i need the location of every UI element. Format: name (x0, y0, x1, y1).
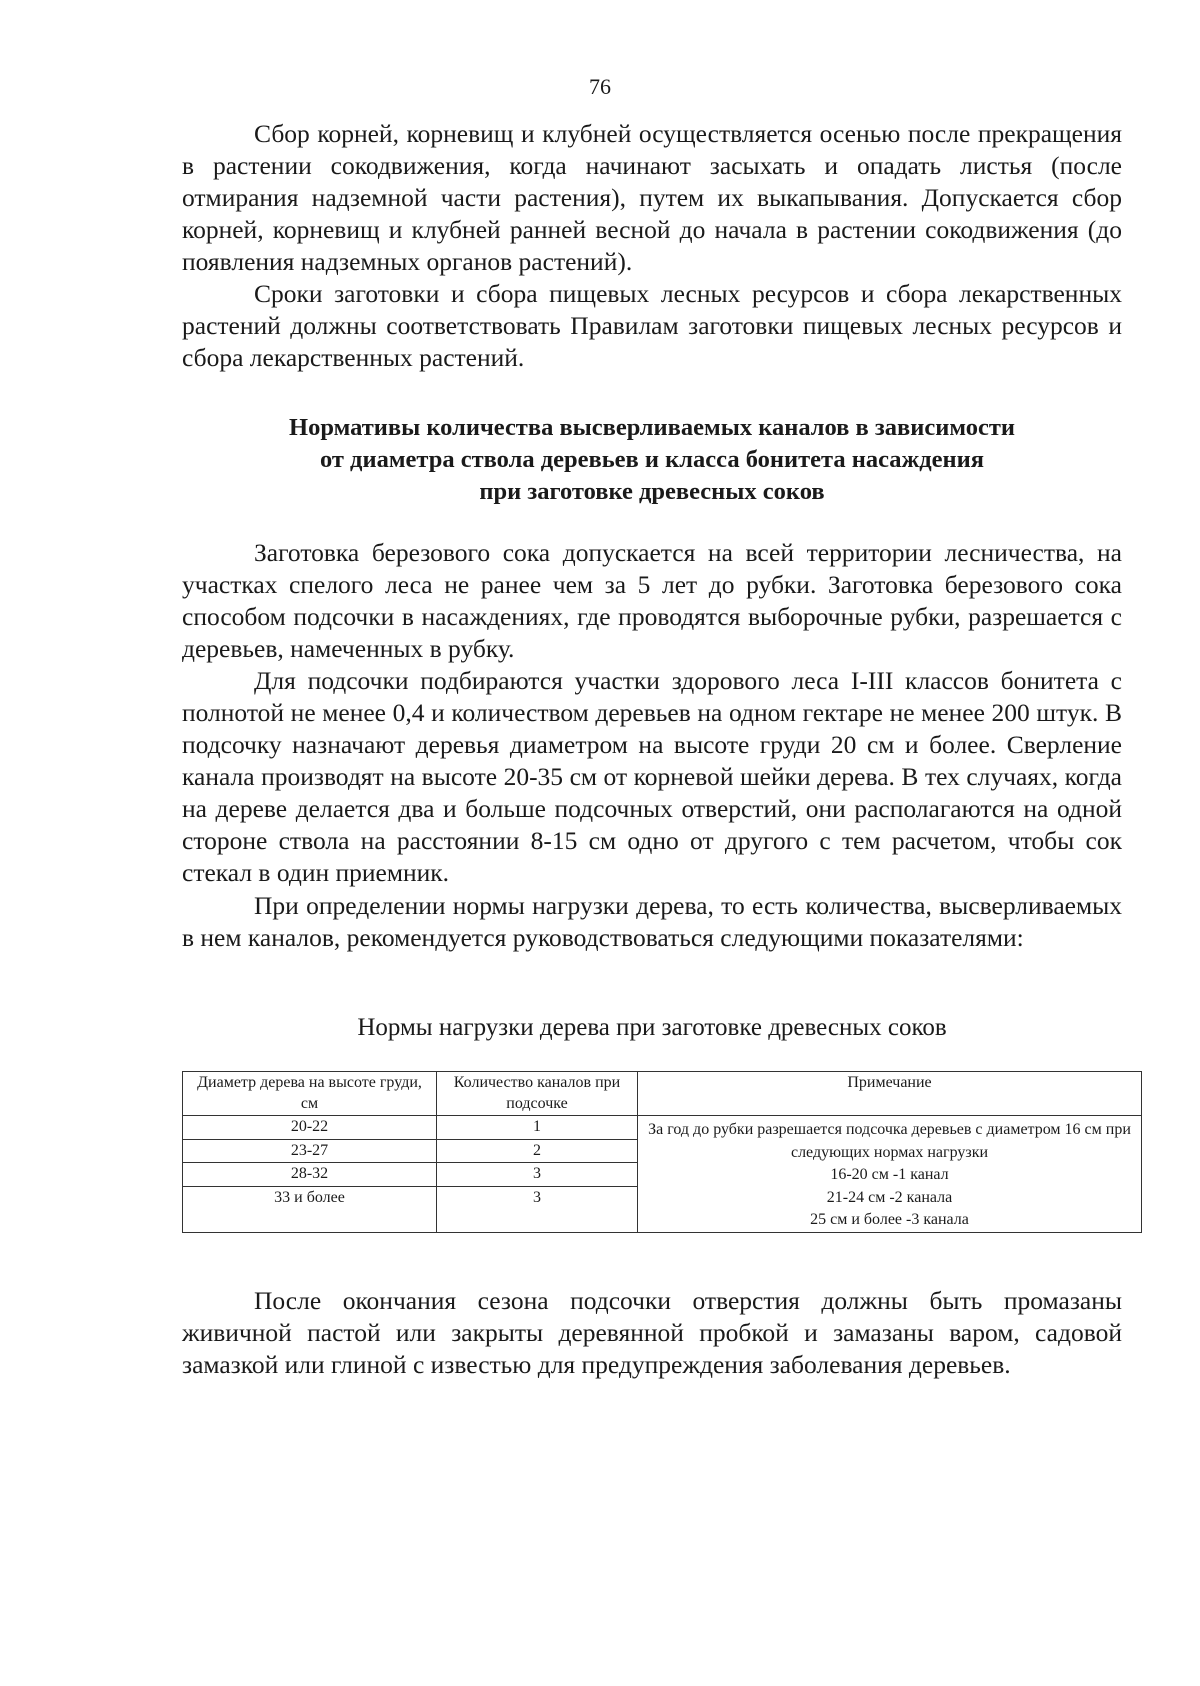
cell-diameter: 20-22 (183, 1116, 437, 1140)
header-channels: Количество каналов при подсочке (437, 1072, 638, 1116)
table-title: Нормы нагрузки дерева при заготовке древесных соков (357, 1014, 947, 1041)
cell-note (638, 1116, 1142, 1233)
note-line: 16-20 см -1 канал (830, 1166, 949, 1183)
note-line: За год до рубки разрешается подсочка деревьев с диаметром 16 см при следующих нормах нагрузки (648, 1121, 1131, 1161)
table-row (183, 1116, 1142, 1140)
note-line: 21-24 см -2 канала (826, 1188, 953, 1206)
note-line: 25 см и более -3 канала (810, 1211, 969, 1228)
section-heading-line-3: при заготовке древесных соков (479, 478, 825, 505)
section-heading (182, 412, 1122, 508)
header-note: Примечание (638, 1072, 1142, 1116)
paragraph-after-season: После окончания сезона подсочки отверстия должны быть промазаны живичной пастой или закрыты деревянной пробкой и замазаны варом, садовой замазкой или глиной с известью для предупреждения заболевания деревьев. (182, 1286, 1122, 1379)
paragraph-birch-sap: Заготовка березового сока допускается на всей территории лесничества, на участках спелого леса не ранее чем за 5 лет до рубки. Заготовка березового сока способом подсочки в насаждениях, где проводятся выборочные рубки, разрешается с деревьев, намеченных в рубку. (182, 538, 1122, 663)
cell-channels: 2 (437, 1139, 638, 1163)
cell-channels: 3 (437, 1186, 638, 1232)
page-number: 76 (589, 74, 611, 99)
cell-channels: 3 (437, 1163, 638, 1187)
section-heading-line-2: от диаметра ствола деревьев и класса бонитета насаждения (319, 446, 985, 473)
paragraph-roots-collection: Сбор корней, корневищ и клубней осуществляется осенью после прекращения в растении сокодвижения, когда начинают засыхать и опадать листья (после отмирания надземной части растения), путем их выкапывания. Допускается сбор корней, корневищ и клубней ранней весной до начала в растении сокодвижения (до появления надземных органов растений). (182, 119, 1122, 276)
paragraph-collection-terms: Сроки заготовки и сбора пищевых лесных ресурсов и сбора лекарственных растений должны соответствовать Правилам заготовки пищевых лесных ресурсов и сбора лекарственных растений. (182, 279, 1122, 372)
cell-diameter: 23-27 (183, 1139, 437, 1163)
paragraph-tapping-selection: Для подсочки подбираются участки здорового леса I-III классов бонитета с полнотой не менее 0,4 и количеством деревьев на одном гектаре не менее 200 штук. В подсочку назначают деревья диаметром на высоте груди 20 см и более. Сверление канала производят на высоте 20-35 см от корневой шейки дерева. В тех случаях, когда на дереве делается два и больше подсочных отверстий, они располагаются на одной стороне ствола на расстоянии 8-15 см одно от другого с тем расчетом, чтобы сок стекал в один приемник. (182, 666, 1122, 887)
tree-load-norms-table (182, 1071, 1142, 1233)
table-header-row (183, 1072, 1142, 1116)
paragraph-load-norms: При определении нормы нагрузки дерева, то есть количества, высверливаемых в нем каналов, рекомендуется руководствоваться следующими показателями: (182, 891, 1122, 952)
header-diameter: Диаметр дерева на высоте груди, см (183, 1072, 437, 1116)
cell-diameter: 28-32 (183, 1163, 437, 1187)
section-heading-line-1: Нормативы количества высверливаемых каналов в зависимости (289, 414, 1015, 441)
cell-diameter: 33 и более (183, 1186, 437, 1232)
cell-channels: 1 (437, 1116, 638, 1140)
